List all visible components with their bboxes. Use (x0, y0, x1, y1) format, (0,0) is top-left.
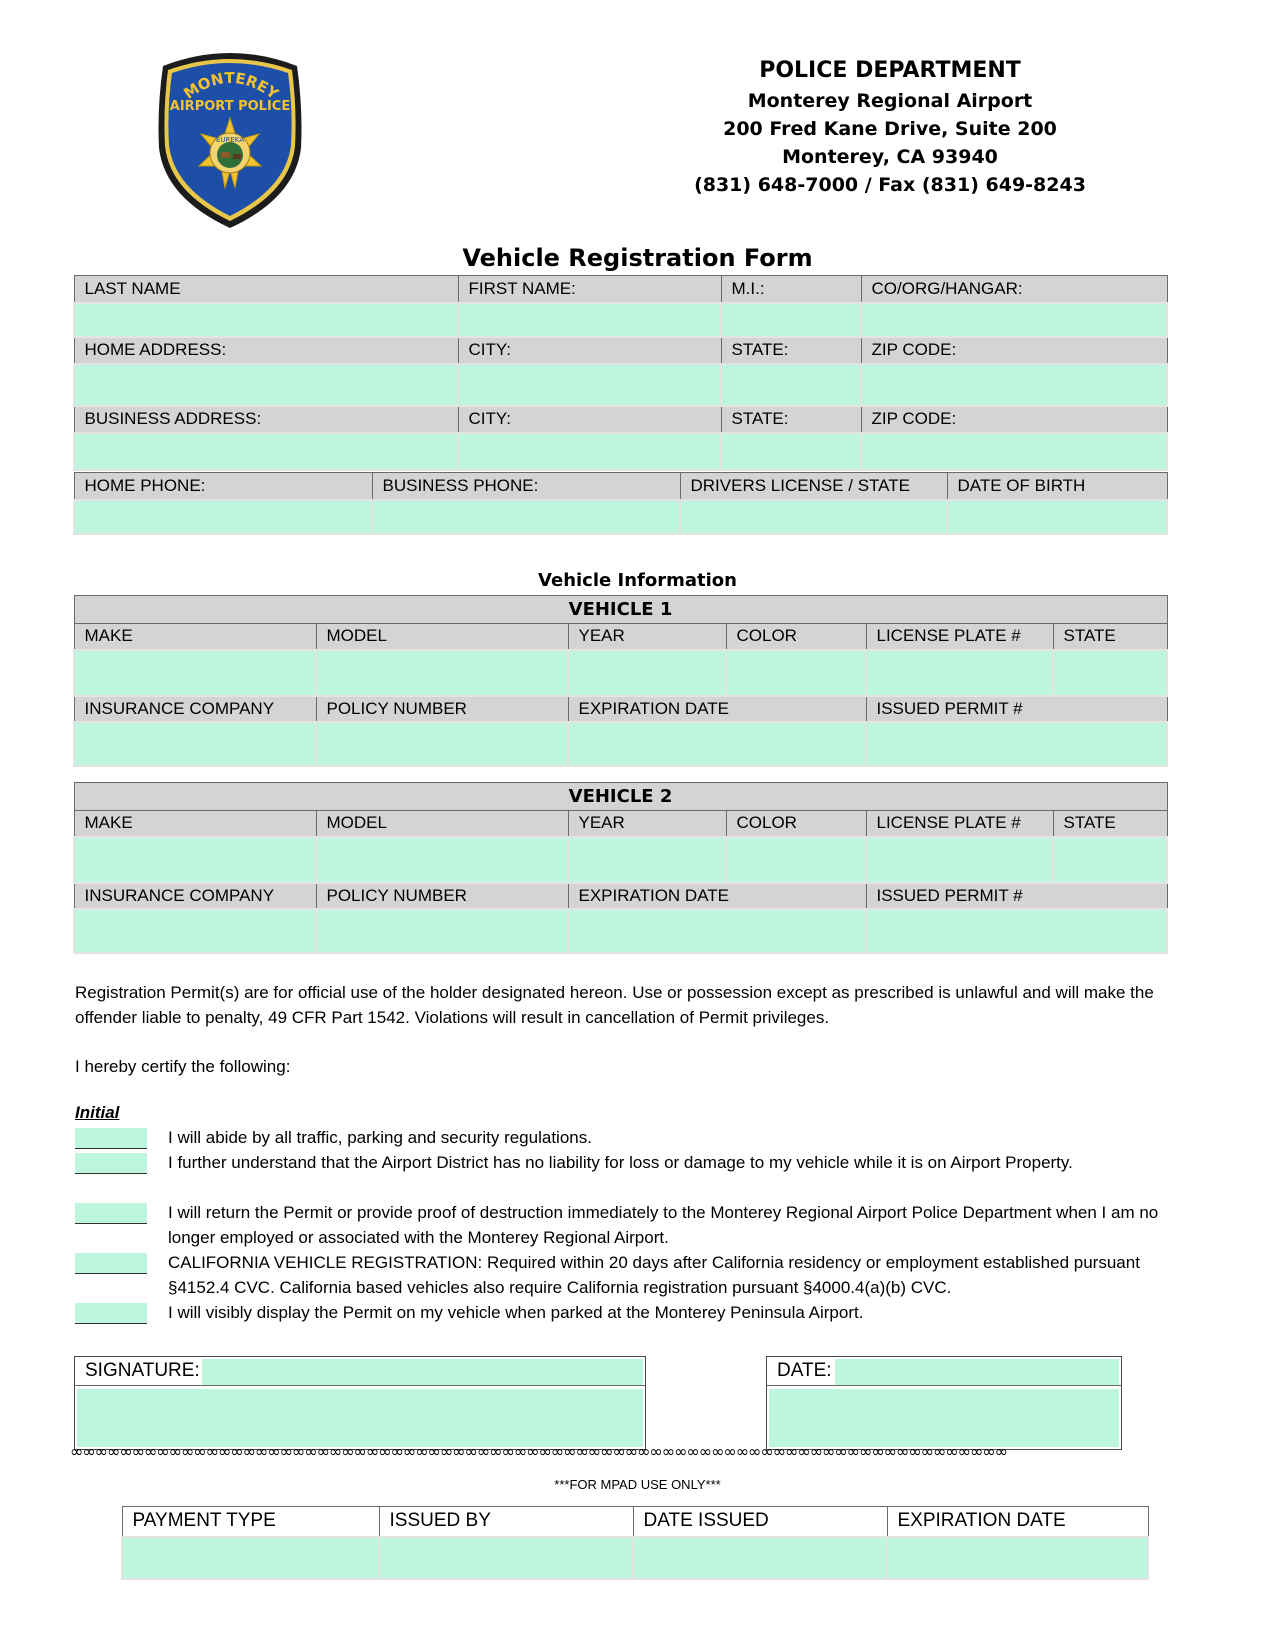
v1-expiration-field[interactable] (568, 722, 866, 766)
v1-year-label: YEAR (568, 624, 726, 650)
v1-model-label: MODEL (316, 624, 568, 650)
city-state-zip: Monterey, CA 93940 (782, 146, 998, 168)
date-of-birth-field[interactable] (947, 500, 1167, 534)
certification-text: I will return the Permit or provide proof of destruction immediately to the Monterey Regional Airport Police Department when I am no longer employed or associated with the Monterey Regional Airport. (168, 1203, 1159, 1247)
street-address: 200 Fred Kane Drive, Suite 200 (723, 118, 1057, 140)
v2-insurance-field[interactable] (74, 909, 316, 953)
last-name-field[interactable] (74, 303, 458, 337)
home-zip-label: ZIP CODE: (861, 337, 1167, 364)
initial-field-3[interactable] (75, 1203, 147, 1224)
v2-permit-field[interactable] (866, 909, 1167, 953)
co-org-hangar-label: CO/ORG/HANGAR: (861, 276, 1167, 303)
v2-make-field[interactable] (74, 837, 316, 883)
certification-text: I further understand that the Airport District has no liability for loss or damage to my vehicle while it is on Airport Property. (168, 1153, 1073, 1172)
drivers-license-label: DRIVERS LICENSE / STATE (680, 473, 947, 500)
certification-text: I will visibly display the Permit on my vehicle when parked at the Monterey Peninsula Airport. (168, 1303, 864, 1322)
v1-make-field[interactable] (74, 650, 316, 696)
business-state-label: STATE: (721, 406, 861, 433)
v1-policy-label: POLICY NUMBER (316, 696, 568, 722)
department-name: POLICE DEPARTMENT (759, 58, 1021, 83)
home-state-label: STATE: (721, 337, 861, 364)
airport-police-badge-logo (155, 48, 305, 232)
v2-model-label: MODEL (316, 811, 568, 837)
v2-state-field[interactable] (1053, 837, 1167, 883)
initial-field-5[interactable] (75, 1303, 147, 1324)
initial-field-1[interactable] (75, 1128, 147, 1149)
business-city-label: CITY: (458, 406, 721, 433)
signature-box (74, 1356, 646, 1450)
v2-expiration-field[interactable] (568, 909, 866, 953)
v1-state-field[interactable] (1053, 650, 1167, 696)
v1-permit-field[interactable] (866, 722, 1167, 766)
business-address-label: BUSINESS ADDRESS: (74, 406, 458, 433)
signature-line-field[interactable] (202, 1359, 643, 1385)
certification-item (75, 1125, 1195, 1150)
home-zip-field[interactable] (861, 364, 1167, 406)
business-phone-field[interactable] (372, 500, 680, 534)
issued-by-field[interactable] (379, 1537, 633, 1579)
v2-permit-label: ISSUED PERMIT # (866, 883, 1167, 909)
form-title: Vehicle Registration Form (462, 244, 813, 272)
vehicle-1-table (73, 595, 1168, 767)
v2-model-field[interactable] (316, 837, 568, 883)
business-zip-label: ZIP CODE: (861, 406, 1167, 433)
issued-by-label: ISSUED BY (379, 1507, 633, 1537)
v1-insurance-field[interactable] (74, 722, 316, 766)
personal-info-table (73, 275, 1168, 471)
infinity-divider: ∞∞∞∞∞∞∞∞∞∞∞∞∞∞∞∞∞∞∞∞∞∞∞∞∞∞∞∞∞∞∞∞∞∞∞∞∞∞∞∞∞∞∞∞∞∞∞∞∞∞∞∞∞∞∞∞∞∞∞∞∞∞∞∞∞∞∞∞∞∞∞∞∞∞∞∞ (70, 1442, 1007, 1461)
initial-field-2[interactable] (75, 1153, 147, 1174)
badge-star-text: EUREKA (215, 136, 245, 144)
business-state-field[interactable] (721, 433, 861, 470)
v1-plate-label: LICENSE PLATE # (866, 624, 1053, 650)
date-field[interactable] (769, 1389, 1119, 1447)
first-name-label: FIRST NAME: (458, 276, 721, 303)
certification-text: I will abide by all traffic, parking and security regulations. (168, 1128, 592, 1147)
v1-permit-label: ISSUED PERMIT # (866, 696, 1167, 722)
airport-name: Monterey Regional Airport (747, 90, 1033, 112)
certification-item (75, 1300, 1195, 1325)
v1-policy-field[interactable] (316, 722, 568, 766)
certification-item (75, 1150, 1195, 1200)
business-zip-field[interactable] (861, 433, 1167, 470)
last-name-label: LAST NAME (74, 276, 458, 303)
certification-item (75, 1250, 1195, 1300)
v2-plate-field[interactable] (866, 837, 1053, 883)
v2-policy-field[interactable] (316, 909, 568, 953)
initial-header: Initial (75, 1103, 120, 1122)
certification-item (75, 1200, 1195, 1250)
v1-model-field[interactable] (316, 650, 568, 696)
v1-plate-field[interactable] (866, 650, 1053, 696)
business-city-field[interactable] (458, 433, 721, 470)
mi-field[interactable] (721, 303, 861, 337)
office-use-note: ***FOR MPAD USE ONLY*** (554, 1477, 721, 1492)
first-name-field[interactable] (458, 303, 721, 337)
certify-intro: I hereby certify the following: (75, 1057, 291, 1076)
v2-state-label: STATE (1053, 811, 1167, 837)
payment-type-label: PAYMENT TYPE (122, 1507, 379, 1537)
v2-plate-label: LICENSE PLATE # (866, 811, 1053, 837)
office-expiration-field[interactable] (887, 1537, 1148, 1579)
date-of-birth-label: DATE OF BIRTH (947, 473, 1167, 500)
home-phone-label: HOME PHONE: (74, 473, 372, 500)
home-city-label: CITY: (458, 337, 721, 364)
vehicle-1-title: VEHICLE 1 (74, 596, 1167, 624)
certification-text: CALIFORNIA VEHICLE REGISTRATION: Required within 20 days after California residency or employment established pursuant §4152.4 CVC. California based vehicles also require California registration pursuant §4000.4(a)(b) CVC. (168, 1253, 1140, 1297)
home-state-field[interactable] (721, 364, 861, 406)
v1-expiration-label: EXPIRATION DATE (568, 696, 866, 722)
v2-insurance-label: INSURANCE COMPANY (74, 883, 316, 909)
initial-field-4[interactable] (75, 1253, 147, 1274)
payment-type-field[interactable] (122, 1537, 379, 1579)
vehicle-information-title: Vehicle Information (538, 570, 737, 591)
date-line-field[interactable] (835, 1359, 1119, 1385)
home-city-field[interactable] (458, 364, 721, 406)
date-label: DATE: (777, 1360, 832, 1381)
office-expiration-label: EXPIRATION DATE (887, 1507, 1148, 1537)
date-issued-label: DATE ISSUED (633, 1507, 887, 1537)
vehicle-2-title: VEHICLE 2 (74, 783, 1167, 811)
vehicle-2-table (73, 782, 1168, 954)
badge-mid-text: AIRPORT POLICE (169, 99, 291, 114)
v2-policy-label: POLICY NUMBER (316, 883, 568, 909)
business-phone-label: BUSINESS PHONE: (372, 473, 680, 500)
drivers-license-field[interactable] (680, 500, 947, 534)
home-address-label: HOME ADDRESS: (74, 337, 458, 364)
business-address-field[interactable] (74, 433, 458, 470)
home-phone-field[interactable] (74, 500, 372, 534)
v2-expiration-label: EXPIRATION DATE (568, 883, 866, 909)
permit-notice: Registration Permit(s) are for official use of the holder designated hereon. Use or possession except as prescribed is unlawful and will make the offender liable to penalty, 49 CFR Part 1542. Violations will result in cancellation of Permit privileges. (75, 983, 1154, 1027)
v1-year-field[interactable] (568, 650, 726, 696)
v1-state-label: STATE (1053, 624, 1167, 650)
date-issued-field[interactable] (633, 1537, 887, 1579)
mi-label: M.I.: (721, 276, 861, 303)
v2-make-label: MAKE (74, 811, 316, 837)
v2-color-label: COLOR (726, 811, 866, 837)
office-use-table (121, 1506, 1149, 1580)
v1-color-field[interactable] (726, 650, 866, 696)
badge-arc-text: MONTEREY (180, 68, 282, 104)
signature-field[interactable] (77, 1389, 643, 1447)
v2-year-field[interactable] (568, 837, 726, 883)
co-org-hangar-field[interactable] (861, 303, 1167, 337)
contact-info-table (73, 472, 1168, 535)
phone-fax: (831) 648-7000 / Fax (831) 649-8243 (694, 174, 1086, 196)
signature-label: SIGNATURE: (85, 1360, 200, 1381)
v1-make-label: MAKE (74, 624, 316, 650)
v2-color-field[interactable] (726, 837, 866, 883)
date-box (766, 1356, 1122, 1450)
v1-insurance-label: INSURANCE COMPANY (74, 696, 316, 722)
v2-year-label: YEAR (568, 811, 726, 837)
home-address-field[interactable] (74, 364, 458, 406)
v1-color-label: COLOR (726, 624, 866, 650)
